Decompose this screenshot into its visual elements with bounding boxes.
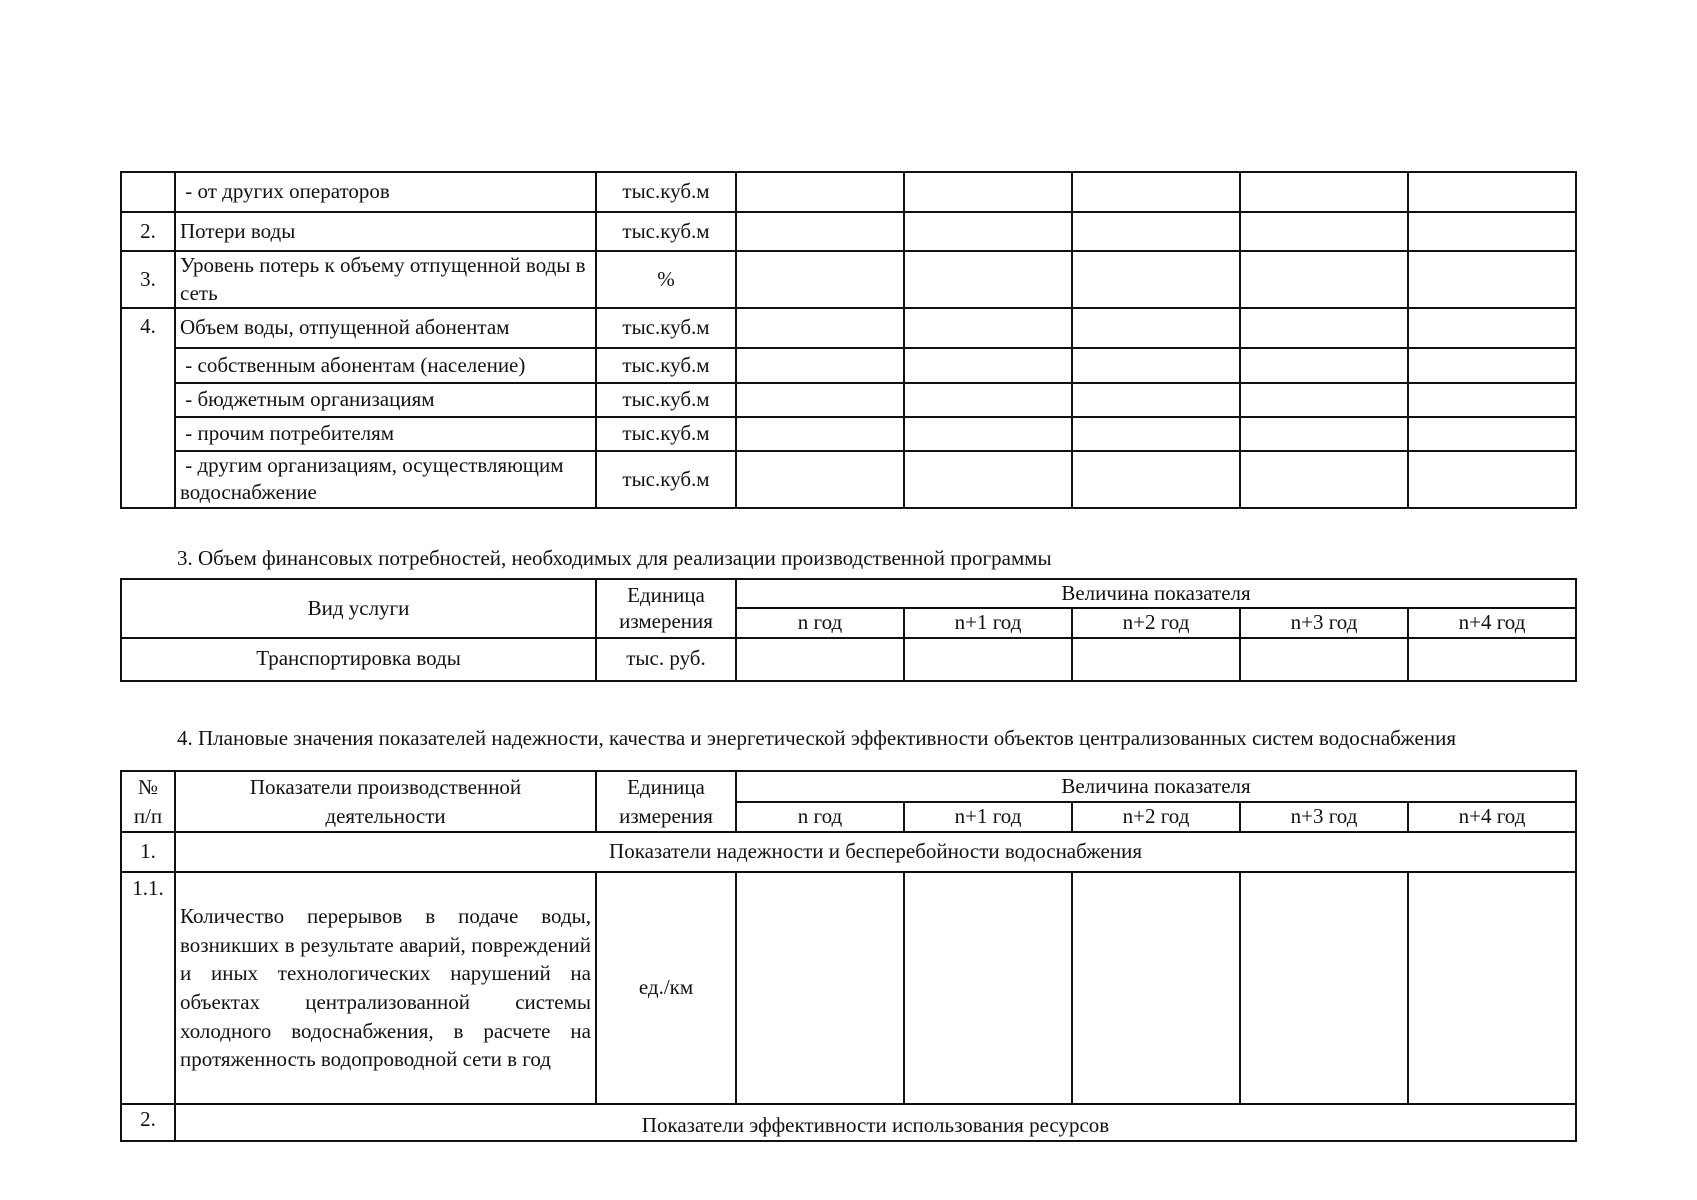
value-cell bbox=[1240, 251, 1408, 308]
value-cell bbox=[1408, 451, 1576, 508]
section-3-title: 3. Объем финансовых потребностей, необходимых для реализации производственной программы bbox=[177, 546, 1052, 570]
value-cell bbox=[904, 308, 1072, 348]
section-4-title: 4. Плановые значения показателей надежности, качества и энергетической эффективности объектов централизованных систем водоснабжения bbox=[177, 726, 1457, 750]
value-cell bbox=[904, 417, 1072, 451]
service-header: Вид услуги bbox=[121, 579, 596, 638]
year-header: n год bbox=[736, 802, 904, 832]
indicator-name: Объем воды, отпущенной абонентам bbox=[175, 308, 596, 348]
indicator-name: - от других операторов bbox=[175, 172, 596, 212]
year-header: n+3 год bbox=[1240, 802, 1408, 832]
value-cell bbox=[1072, 348, 1240, 383]
value-cell bbox=[1072, 172, 1240, 212]
value-cell bbox=[1240, 417, 1408, 451]
value-cell bbox=[1240, 308, 1408, 348]
value-cell bbox=[736, 251, 904, 308]
value-cell bbox=[1240, 638, 1408, 681]
value-cell bbox=[904, 638, 1072, 681]
value-cell bbox=[1072, 417, 1240, 451]
value-cell bbox=[904, 251, 1072, 308]
value-cell bbox=[736, 212, 904, 251]
value-cell bbox=[1408, 417, 1576, 451]
value-cell bbox=[1072, 251, 1240, 308]
unit-cell: тыс.куб.м bbox=[596, 417, 736, 451]
value-cell bbox=[1408, 172, 1576, 212]
value-cell bbox=[1072, 638, 1240, 681]
reliability-indicators-table bbox=[120, 770, 1577, 1142]
indicator-name: Количество перерывов в подаче воды, возникших в результате аварий, повреждений и иных технологических нарушений на объектах централизованной системы холодного водоснабжения, в расчете на протяженность водопроводной сети в год bbox=[175, 872, 596, 1104]
unit-cell: тыс. руб. bbox=[596, 638, 736, 681]
year-header: n+3 год bbox=[1240, 608, 1408, 637]
table-row bbox=[121, 638, 1576, 681]
unit-cell: тыс.куб.м bbox=[596, 383, 736, 417]
value-cell bbox=[1408, 251, 1576, 308]
table-row bbox=[121, 417, 1576, 451]
year-header: n+1 год bbox=[904, 802, 1072, 832]
year-header: n+2 год bbox=[1072, 608, 1240, 637]
indicator-name: - бюджетным организациям bbox=[175, 383, 596, 417]
table-row bbox=[121, 872, 1576, 1104]
value-cell bbox=[904, 383, 1072, 417]
row-number: 3. bbox=[121, 251, 175, 308]
value-cell bbox=[1240, 451, 1408, 508]
table-row bbox=[121, 212, 1576, 251]
unit-header: Единица измерения bbox=[596, 579, 736, 638]
value-cell bbox=[736, 383, 904, 417]
year-header: n+2 год bbox=[1072, 802, 1240, 832]
unit-header: Единица измерения bbox=[596, 771, 736, 832]
financial-needs-table bbox=[120, 578, 1577, 682]
table-row bbox=[121, 251, 1576, 308]
indicator-name: Потери воды bbox=[175, 212, 596, 251]
value-cell bbox=[904, 348, 1072, 383]
value-cell bbox=[736, 638, 904, 681]
table-row bbox=[121, 172, 1576, 212]
value-cell bbox=[1408, 308, 1576, 348]
service-cell: Транспортировка воды bbox=[121, 638, 596, 681]
value-cell bbox=[736, 348, 904, 383]
value-cell bbox=[1072, 308, 1240, 348]
year-header: n+4 год bbox=[1408, 608, 1576, 637]
unit-cell: тыс.куб.м bbox=[596, 212, 736, 251]
group-title: Показатели надежности и бесперебойности водоснабжения bbox=[175, 832, 1576, 872]
group-row bbox=[121, 832, 1576, 872]
group-title: Показатели эффективности использования ресурсов bbox=[175, 1104, 1576, 1141]
value-header: Величина показателя bbox=[736, 579, 1576, 608]
row-number bbox=[121, 172, 175, 212]
value-cell bbox=[904, 451, 1072, 508]
value-cell bbox=[904, 172, 1072, 212]
table-row bbox=[121, 308, 1576, 348]
value-cell bbox=[1408, 872, 1576, 1104]
value-cell bbox=[1240, 348, 1408, 383]
value-cell bbox=[1072, 451, 1240, 508]
indicator-name: - собственным абонентам (население) bbox=[175, 348, 596, 383]
value-cell bbox=[1408, 638, 1576, 681]
year-header: n год bbox=[736, 608, 904, 637]
value-cell bbox=[1240, 872, 1408, 1104]
header-row bbox=[121, 771, 1576, 802]
value-cell bbox=[1072, 872, 1240, 1104]
indicator-name: - прочим потребителям bbox=[175, 417, 596, 451]
unit-cell: тыс.куб.м bbox=[596, 348, 736, 383]
table-row bbox=[121, 383, 1576, 417]
value-header: Величина показателя bbox=[736, 771, 1576, 802]
value-cell bbox=[904, 872, 1072, 1104]
year-header: n+4 год bbox=[1408, 802, 1576, 832]
value-cell bbox=[736, 172, 904, 212]
group-row bbox=[121, 1104, 1576, 1141]
row-number: 2. bbox=[121, 212, 175, 251]
indicator-name: - другим организациям, осуществляющим водоснабжение bbox=[175, 451, 596, 508]
row-number: 4. bbox=[121, 308, 175, 508]
number-header: № п/п bbox=[121, 771, 175, 832]
value-cell bbox=[1072, 383, 1240, 417]
value-cell bbox=[904, 212, 1072, 251]
water-balance-table bbox=[120, 171, 1577, 509]
header-row bbox=[121, 579, 1576, 608]
row-number: 1.1. bbox=[121, 872, 175, 1104]
unit-cell: ед./км bbox=[596, 872, 736, 1104]
row-number: 2. bbox=[121, 1104, 175, 1141]
value-cell bbox=[736, 417, 904, 451]
value-cell bbox=[1408, 212, 1576, 251]
value-cell bbox=[1240, 383, 1408, 417]
indicator-name: Уровень потерь к объему отпущенной воды в сеть bbox=[175, 251, 596, 308]
value-cell bbox=[1408, 348, 1576, 383]
unit-cell: тыс.куб.м bbox=[596, 451, 736, 508]
year-header: n+1 год bbox=[904, 608, 1072, 637]
unit-cell: % bbox=[596, 251, 736, 308]
row-number: 1. bbox=[121, 832, 175, 872]
value-cell bbox=[736, 872, 904, 1104]
table-row bbox=[121, 348, 1576, 383]
value-cell bbox=[1240, 212, 1408, 251]
value-cell bbox=[736, 308, 904, 348]
unit-cell: тыс.куб.м bbox=[596, 308, 736, 348]
value-cell bbox=[736, 451, 904, 508]
value-cell bbox=[1240, 172, 1408, 212]
value-cell bbox=[1408, 383, 1576, 417]
table-row bbox=[121, 451, 1576, 508]
value-cell bbox=[1072, 212, 1240, 251]
indicator-header: Показатели производственной деятельности bbox=[175, 771, 596, 832]
unit-cell: тыс.куб.м bbox=[596, 172, 736, 212]
